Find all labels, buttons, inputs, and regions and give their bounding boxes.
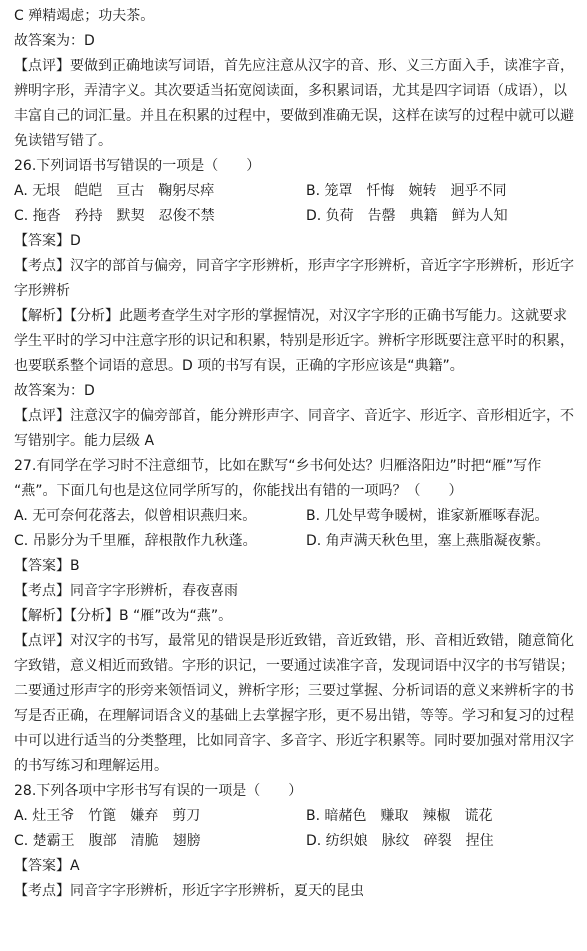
text-line: 【考点】同音字字形辨析，春夜喜雨 xyxy=(14,583,238,599)
text-line: 学生平时的学习中注意字形的识记和积累，特别是形近字。辨析字形既要注意平时的积累， xyxy=(14,333,574,349)
text-line: 【考点】汉字的部首与偏旁，同音字字形辨析，形声字字形辨析，音近字字形辨析，形近字 xyxy=(14,258,574,274)
text-line: 二要通过形声字的形旁来领悟词义，辨析字形；三要过掌握、分析词语的意义来辨析字的书 xyxy=(14,683,574,699)
text-line: 【解析】【分析】B “雁”改为“燕”。 xyxy=(14,608,233,624)
document-body xyxy=(14,4,581,904)
answer-line: 【答案】A xyxy=(14,858,80,874)
question-28: 28.下列各项中字形书写有误的一项是（ ） xyxy=(14,783,303,799)
q28-option-d: D. 纺织娘 脉纹 碎裂 捏住 xyxy=(306,833,494,849)
question-27-cont: “燕”。下面几句也是这位同学所写的，你能找出有错的一项吗？（ ） xyxy=(14,483,463,499)
q28-options-row xyxy=(14,829,581,854)
q27-options-row xyxy=(14,504,581,529)
question-26: 26.下列词语书写错误的一项是（ ） xyxy=(14,158,261,174)
text-line: 丰富自己的词汇量。并且在积累的过程中，要做到准确无误，这样在读写的过程中就可以避 xyxy=(14,108,574,124)
q28-option-c: C. 楚霸王 腹部 清脆 翅膀 xyxy=(14,833,201,849)
answer-line: 【答案】D xyxy=(14,233,81,249)
text-line: 写错别字。能力层级 A xyxy=(14,433,155,449)
q27-option-c: C. 吊影分为千里雁，辞根散作九秋蓬。 xyxy=(14,533,257,549)
text-line: C 殚精竭虑；功夫茶。 xyxy=(14,8,155,24)
text-line: 中可以进行适当的分类整理，比如同音字、多音字、形近字积累等。同时要加强对常用汉字 xyxy=(14,733,574,749)
q26-option-b: B. 笼罩 忏悔 婉转 迥乎不同 xyxy=(306,183,507,199)
text-line: 也要联系整个词语的意思。D 项的书写有误，正确的字形应该是“典籍”。 xyxy=(14,358,464,374)
q26-options-row xyxy=(14,204,581,229)
text-line: 【点评】对汉字的书写，最常见的错误是形近致错，音近致错，形、音相近致错，随意简化 xyxy=(14,633,574,649)
text-line: 【点评】注意汉字的偏旁部首，能分辨形声字、同音字、音近字、形近字、音形相近字，不 xyxy=(14,408,574,424)
q27-option-b: B. 几处早莺争暖树，谁家新雁啄春泥。 xyxy=(306,508,549,524)
q28-option-a: A. 灶王爷 竹篦 嫌弃 剪刀 xyxy=(14,808,201,824)
q26-options-row xyxy=(14,179,581,204)
text-line: 【考点】同音字字形辨析，形近字字形辨析，夏天的昆虫 xyxy=(14,883,364,899)
text-line: 字形辨析 xyxy=(14,283,70,299)
text-line: 免读错写错了。 xyxy=(14,133,112,149)
text-line: 【点评】要做到正确地读写词语，首先应注意从汉字的音、形、义三方面入手，读准字音， xyxy=(14,58,574,74)
q27-option-a: A. 无可奈何花落去，似曾相识燕归来。 xyxy=(14,508,257,524)
q26-option-c: C. 拖沓 矜持 默契 忍俊不禁 xyxy=(14,208,215,224)
text-line: 故答案为：D xyxy=(14,383,95,399)
q27-option-d: D. 角声满天秋色里，塞上燕脂凝夜紫。 xyxy=(306,533,550,549)
text-line: 字致错，意义相近而致错。字形的识记，一要通过读准字音，发现词语中汉字的书写错误； xyxy=(14,658,574,674)
text-line: 【解析】【分析】此题考查学生对字形的掌握情况，对汉字字形的正确书写能力。这就要求 xyxy=(14,308,567,324)
text-line: 写是否正确，在理解词语含义的基础上去掌握字形，更不易出错，等等。学习和复习的过程 xyxy=(14,708,574,724)
q28-option-b: B. 暗赭色 赚取 辣椒 谎花 xyxy=(306,808,493,824)
question-27: 27.有同学在学习时不注意细节，比如在默写“乡书何处达？归雁洛阳边”时把“雁”写作 xyxy=(14,458,542,474)
q28-options-row xyxy=(14,804,581,829)
q26-option-d: D. 负荷 告罄 典籍 鲜为人知 xyxy=(306,208,508,224)
answer-line: 【答案】B xyxy=(14,558,80,574)
q26-option-a: A. 无垠 皑皑 亘古 鞠躬尽瘁 xyxy=(14,183,215,199)
text-line: 辨明字形，弄清字义。其次要适当拓宽阅读面，多积累词语，尤其是四字词语（成语），以 xyxy=(14,83,567,99)
text-line: 的书写练习和理解运用。 xyxy=(14,758,168,774)
q27-options-row xyxy=(14,529,581,554)
text-line: 故答案为：D xyxy=(14,33,95,49)
